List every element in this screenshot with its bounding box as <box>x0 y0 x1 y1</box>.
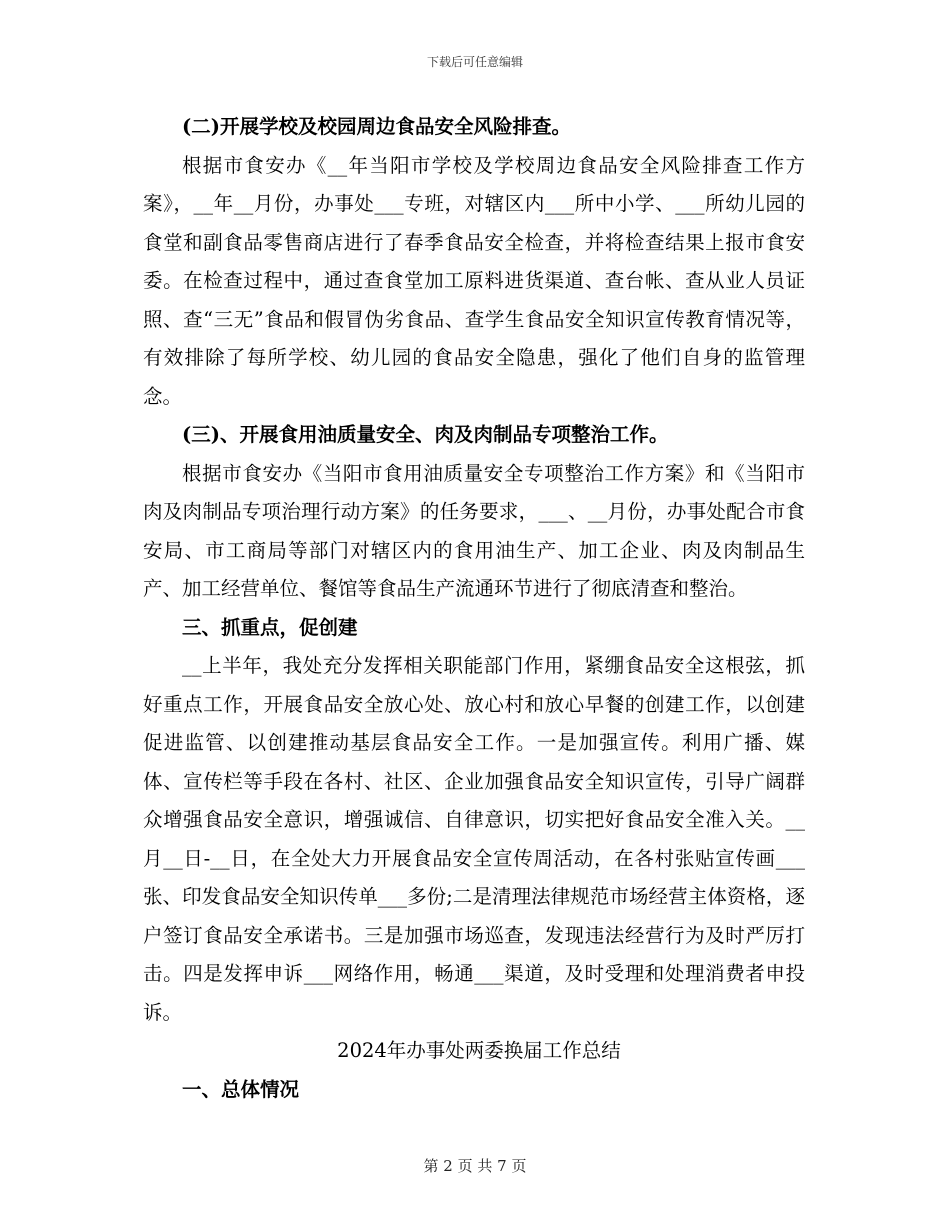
page-number: 第 2 页 共 7 页 <box>423 1157 527 1175</box>
section-heading: 三、抓重点，促创建 <box>182 615 358 639</box>
document-title: 2024年办事处两委换届工作总结 <box>337 1039 621 1062</box>
section-paragraph: __上半年，我处充分发挥相关职能部门作用，紧绷食品安全这根弦，抓好重点工作，开展食品安全放心处、放心村和放心早餐的创建工作，以创建促进监管、以创建推动基层食品安全工作。一是加强宣传。利用广播、媒体、宣传栏等手段在各村、社区、企业加强食品安全知识宣传，引导广阔群众增强食品安全意识，增强诚信、自律意识，切实把好食品安全准入关。__月__日-__日，在全处大力开展食品安全宣传周活动，在各村张贴宣传画___张、印发食品安全知识传单___多份;二是清理法律规范市场经营主体资格，逐户签订食品安全承诺书。三是加强市场巡查，发现违法经营行为及时严厉打击。四是发挥申诉___网络作用，畅通___渠道，及时受理和处理消费者申投诉。 <box>143 654 805 1024</box>
section-heading: 一、总体情况 <box>182 1077 300 1101</box>
section-heading: (二)开展学校及校园周边食品安全风险排查。 <box>182 115 571 138</box>
header-note: 下载后可任意编辑 <box>426 55 523 69</box>
section-paragraph: 根据市食安办《当阳市食用油质量安全专项整治工作方案》和《当阳市肉及肉制品专项治理行动方案》的任务要求，___、__月份，办事处配合市食安局、市工商局等部门对辖区内的食用油生产、加工企业、肉及肉制品生产、加工经营单位、餐馆等食品生产流通环节进行了彻底清查和整治。 <box>143 461 805 600</box>
section-paragraph: 根据市食安办《__年当阳市学校及学校周边食品安全风险排查工作方案》，__年__月份，办事处___专班，对辖区内___所中小学、___所幼儿园的食堂和副食品零售商店进行了春季食品安全检查，并将检查结果上报市食安委。在检查过程中，通过查食堂加工原料进货渠道、查台帐、查从业人员证照、查“三无”食品和假冒伪劣食品、查学生食品安全知识宣传教育情况等，有效排除了每所学校、幼儿园的食品安全隐患，强化了他们自身的监管理念。 <box>143 153 805 408</box>
section-heading: (三)、开展食用油质量安全、肉及肉制品专项整治工作。 <box>182 423 669 446</box>
document-body <box>143 108 805 1109</box>
